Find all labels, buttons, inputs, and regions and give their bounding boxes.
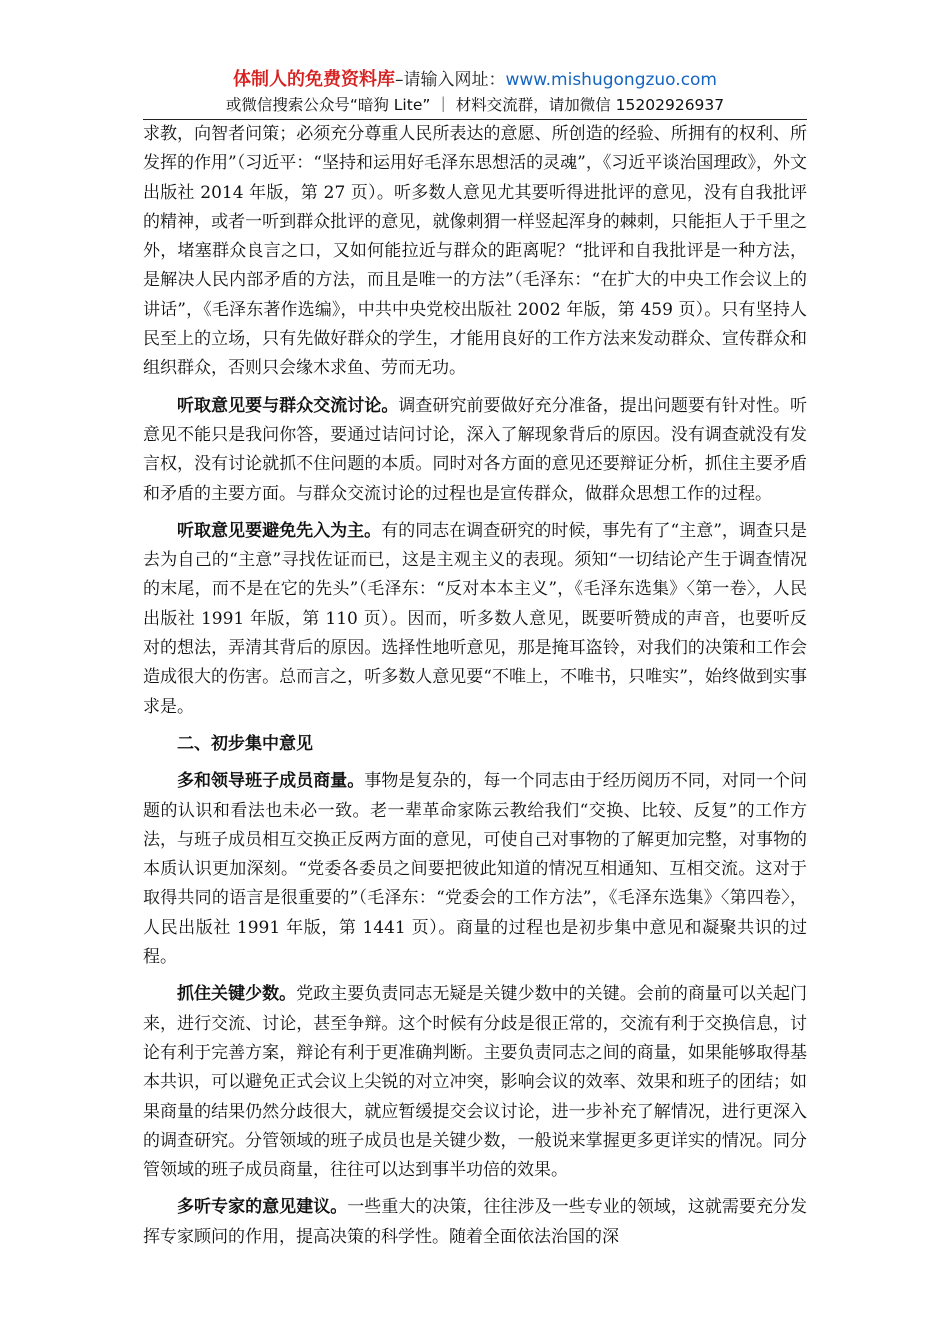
site-header-line2: 或微信搜索公众号“暗狗 Lite” ｜ 材料交流群，请加微信 15202926937 <box>225 96 725 114</box>
site-url-link[interactable]: www.mishugongzuo.com <box>505 70 717 90</box>
paragraph-text: 一些重大的决策，往往涉及一些专业的领域，这就需要充分发挥专家顾问的作用，提高决策的科学性。随着全面依法治国的深 <box>143 1197 808 1247</box>
paragraph-text: 有的同志在调查研究的时候，事先有了“主意”，调查只是去为自己的“主意”寻找佐证而已，这是主观主义的表现。须知“一切结论产生于调查情况的末尾，而不是在它的先头”（毛泽东：“反对本本主义”，《毛泽东选集》〈第一卷〉，人民出版社 1991 年版，第 110 页）。因而，听多数人意见，既要听赞成的声音，也要听反对的想法，弄清其背后的原因。选择性地听意见，那是掩耳盗铃，对我们的决策和工作会造成很大的伤害。总而言之，听多数人意见要“不唯上，不唯书，只唯实”，始终做到实事求是。 <box>143 520 807 717</box>
site-header-line1 <box>140 68 810 92</box>
paragraph-continuation: 求教，向智者问策；必须充分尊重人民所表达的意愿、所创造的经验、所拥有的权利、所发挥的作用”（习近平：“坚持和运用好毛泽东思想活的灵魂”，《习近平谈治国理政》，外文出版社 2014 年版，第 27 页）。听多数人意见尤其要听得进批评的意见，没有自我批评的精神，或者一听到群众批评的意见，就像刺猬一样竖起浑身的棘刺，只能拒人于千里之外，堵塞群众良言之口，又如何能拉近与群众的距离呢？“批评和自我批评是一种方法，是解决人民内部矛盾的方法，而且是唯一的方法”（毛泽东：“在扩大的中央工作会议上的讲话”，《毛泽东著作选编》，中共中央党校出版社 2002 年版，第 459 页）。只有坚持人民至上的立场，只有先做好群众的学生，才能用良好的工作方法来发动群众、宣传群众和组织群众，否则只会缘木求鱼、劳而无功。 <box>143 124 807 379</box>
paragraph-text: 调查研究前要做好充分准备，提出问题要有针对性。听意见不能只是我问你答，要通过诘问讨论，深入了解现象背后的原因。没有调查就没有发言权，没有讨论就抓不住问题的本质。同时对各方面的意见还要辩证分析，抓住主要矛盾和矛盾的主要方面。与群众交流讨论的过程也是宣传群众，做群众思想工作的过程。 <box>143 395 808 504</box>
paragraph-lead: 抓住关键少数。 <box>177 984 297 1005</box>
paragraph-lead: 听取意见要与群众交流讨论。 <box>177 395 399 416</box>
paragraph <box>143 392 807 509</box>
document-body <box>143 120 807 1252</box>
paragraph-text: 党政主要负责同志无疑是关键少数中的关键。会前的商量可以关起门来，进行交流、讨论，甚至争辩。这个时候有分歧是很正常的，交流有利于交换信息，讨论有利于完善方案，辩论有利于更准确判断。主要负责同志之间的商量，如果能够取得基本共识，可以避免正式会议上尖锐的对立冲突，影响会议的效率、效果和班子的团结；如果商量的结果仍然分歧很大，就应暂缓提交会议讨论，进一步补充了解情况，进行更深入的调查研究。分管领域的班子成员也是关键少数，一般说来掌握更多更详实的情况。同分管领域的班子成员商量，往往可以达到事半功倍的效果。 <box>143 984 808 1181</box>
paragraph-lead: 多和领导班子成员商量。 <box>177 771 365 792</box>
paragraph <box>143 517 807 722</box>
paragraph <box>143 1193 807 1252</box>
paragraph <box>143 980 807 1185</box>
paragraph <box>143 767 807 972</box>
paragraph-lead: 多听专家的意见建议。 <box>177 1197 348 1218</box>
paragraph-lead: 听取意见要避免先入为主。 <box>177 520 382 541</box>
paragraph-text: 事物是复杂的，每一个同志由于经历阅历不同，对同一个问题的认识和看法也未必一致。老一辈革命家陈云教给我们“交换、比较、反复”的工作方法，与班子成员相互交换正反两方面的意见，可使自己对事物的了解更加完整，对事物的本质认识更加深刻。“党委各委员之间要把彼此知道的情况互相通知、互相交流。这对于取得共同的语言是很重要的”（毛泽东：“党委会的工作方法”，《毛泽东选集》〈第四卷〉，人民出版社 1991 年版，第 1441 页）。商量的过程也是初步集中意见和凝聚共识的过程。 <box>143 771 808 968</box>
brand-title: 体制人的免费资料库 <box>232 69 395 90</box>
url-prompt: –请输入网址： <box>394 70 506 90</box>
section-heading: 二、初步集中意见 <box>177 733 313 754</box>
